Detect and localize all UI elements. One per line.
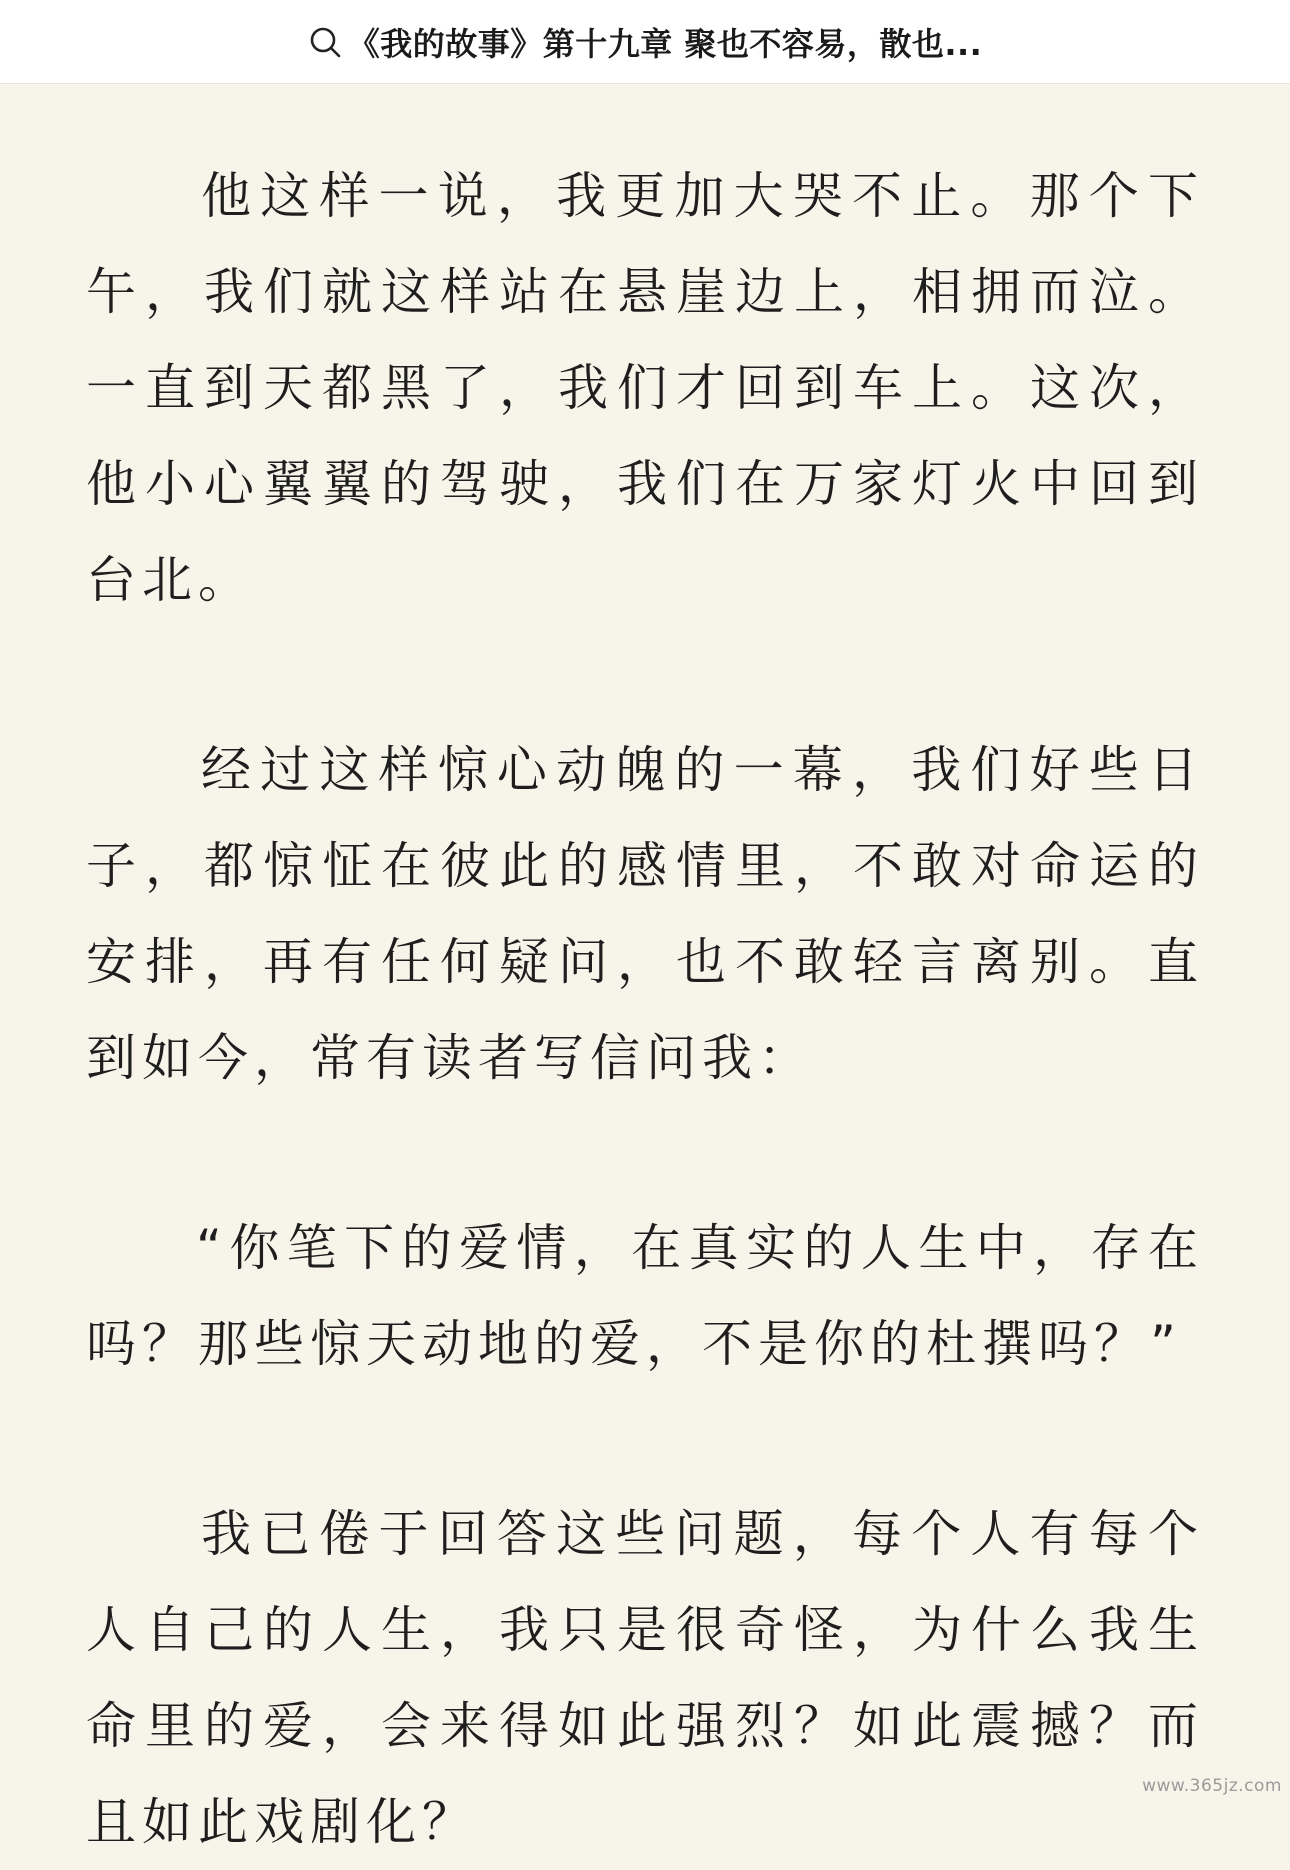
article-body: [86, 148, 1204, 1870]
paragraph-2: 经过这样惊心动魄的一幕，我们好些日子，都惊怔在彼此的感情里，不敢对命运的安排，再有任何疑问，也不敢轻言离别。直到如今，常有读者写信问我：: [86, 741, 1204, 1087]
paragraph-4: 我已倦于回答这些问题，每个人有每个人自己的人生，我只是很奇怪，为什么我生命里的爱，会来得如此强烈？如此震撼？而且如此戏剧化？: [86, 1505, 1204, 1851]
search-icon[interactable]: [308, 25, 342, 59]
paragraph-1: 他这样一说，我更加大哭不止。那个下午，我们就这样站在悬崖边上，相拥而泣。一直到天都黑了，我们才回到车上。这次，他小心翼翼的驾驶，我们在万家灯火中回到台北。: [86, 167, 1204, 609]
search-bar[interactable]: [308, 19, 983, 65]
paragraph-3: “你笔下的爱情，在真实的人生中，存在吗？那些惊天动地的爱，不是你的杜撰吗？”: [86, 1219, 1204, 1373]
page-title[interactable]: 《我的故事》第十九章 聚也不容易，散也...: [347, 24, 983, 63]
top-bar: [0, 0, 1290, 84]
watermark: www.365jz.com: [1142, 1776, 1282, 1796]
